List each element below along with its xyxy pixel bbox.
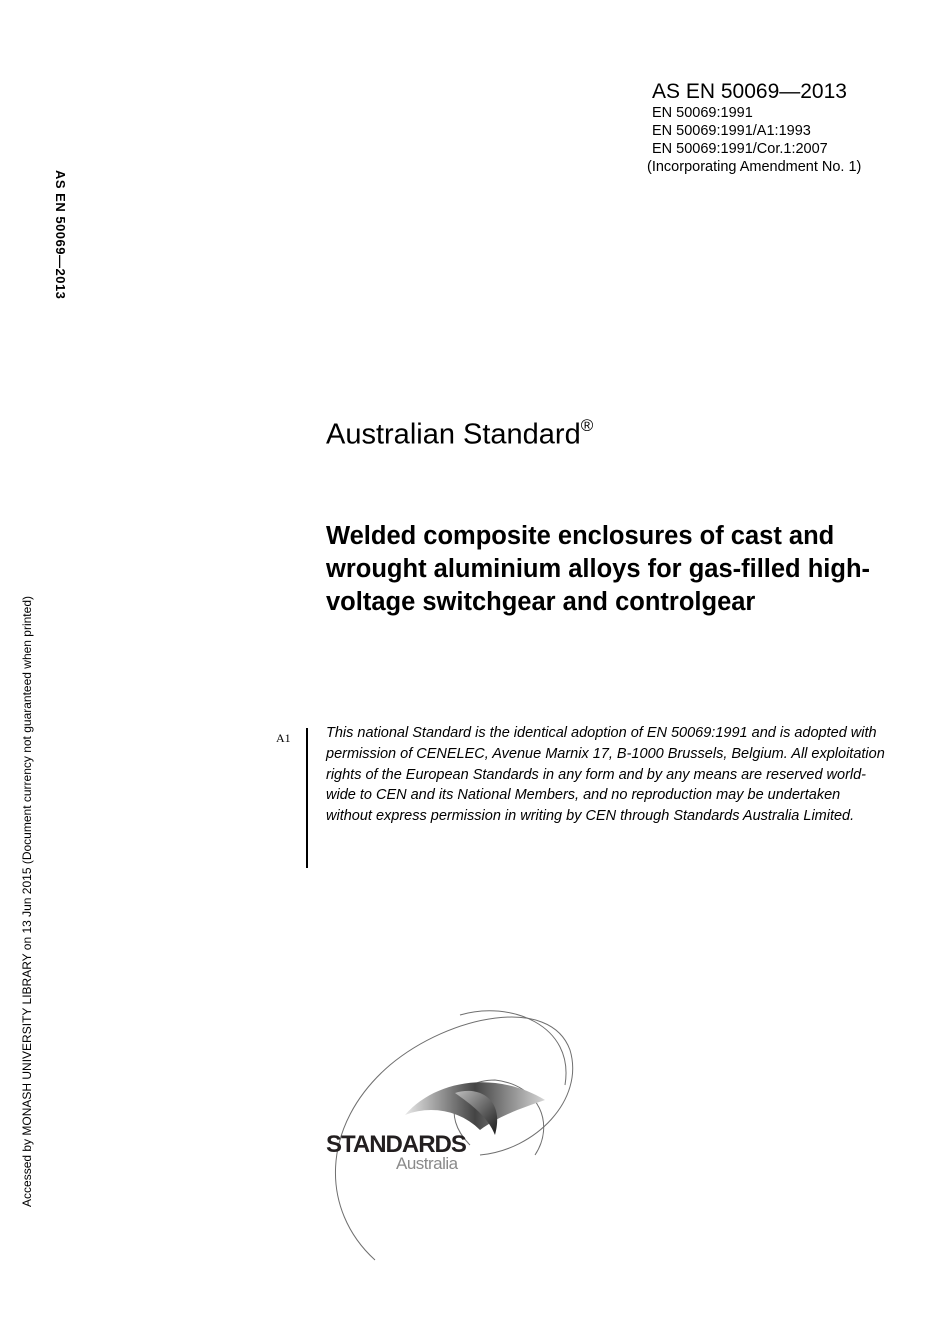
- brand-heading: [326, 418, 593, 452]
- amendment-change-bar: [306, 728, 308, 868]
- spine-label: AS EN 50069—2013: [53, 170, 68, 300]
- access-notice: Accessed by MONASH UNIVERSITY LIBRARY on 13 Jun 2015 (Document currency not guaranteed when printed): [20, 596, 34, 1207]
- standard-identification: [647, 80, 862, 177]
- related-standard: EN 50069:1991: [652, 105, 753, 121]
- document-title: Welded composite enclosures of cast and wrought aluminium alloys for gas-filled high-voltage switchgear and controlgear: [326, 522, 871, 616]
- logo-subwordmark: Australia: [396, 1154, 458, 1173]
- adoption-notice: This national Standard is the identical adoption of EN 50069:1991 and is adopted with permission of CENELEC, Avenue Marnix 17, B-1000 Brussels, Belgium. All exploitation rights of the European Standards in any form and by any means are reserved world-wide to CEN and its National Members, and no reproduction may be undertaken without express permission in writing by CEN through Standards Australia Limited.: [326, 725, 885, 825]
- brand-name: Australian Standard: [326, 418, 581, 451]
- standards-australia-logo-icon: [320, 1005, 590, 1265]
- related-standard: EN 50069:1991/A1:1993: [652, 123, 811, 139]
- registered-mark: ®: [580, 416, 594, 435]
- standard-number: AS EN 50069—2013: [652, 80, 847, 103]
- amendment-marker: A1: [276, 731, 291, 745]
- amendment-note: (Incorporating Amendment No. 1): [647, 159, 862, 175]
- related-standard: EN 50069:1991/Cor.1:2007: [652, 141, 828, 157]
- logo-wordmark: STANDARDS: [326, 1131, 466, 1158]
